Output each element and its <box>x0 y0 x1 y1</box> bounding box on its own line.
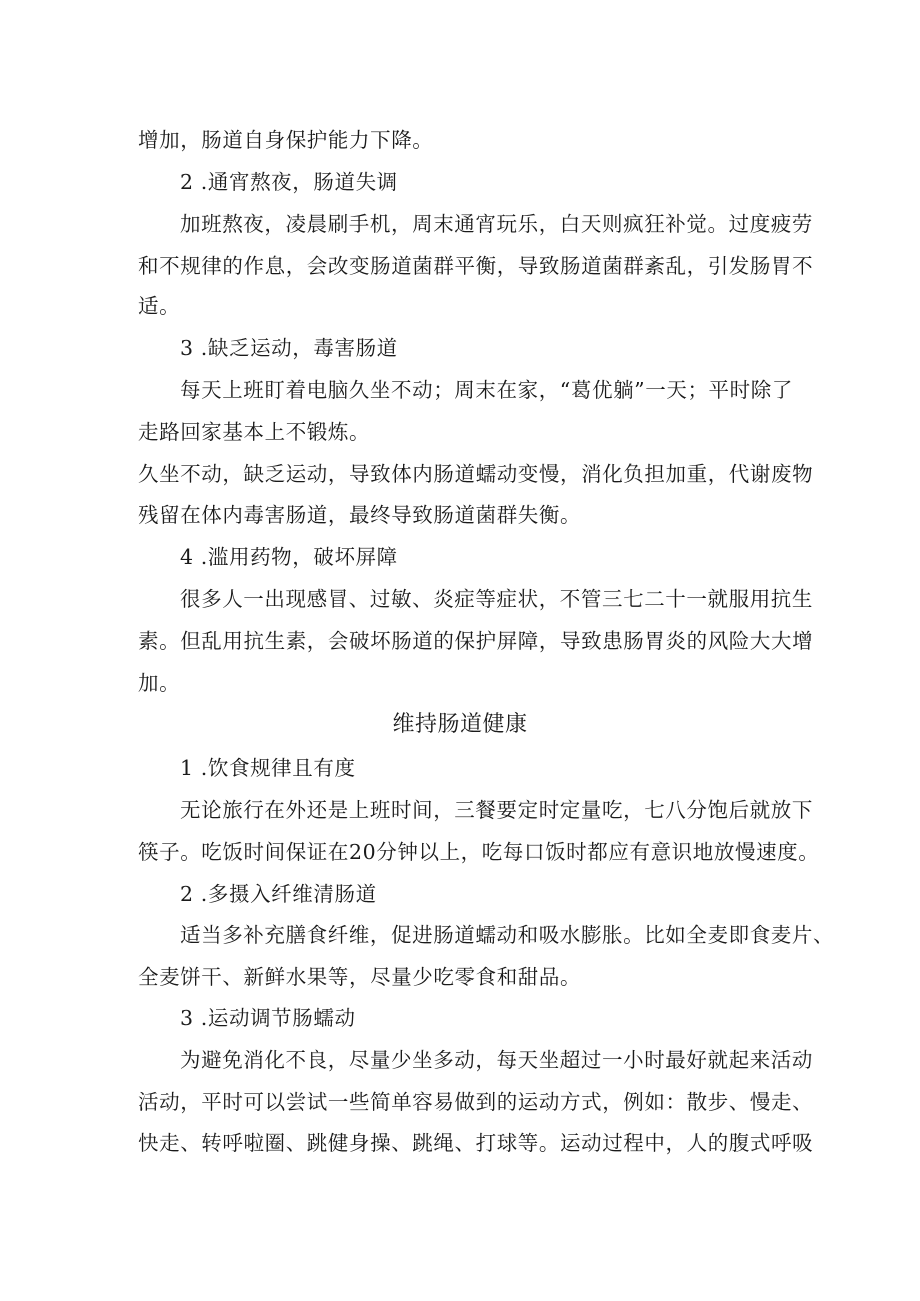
paragraph-line: 全麦饼干、新鲜水果等，尽量少吃零食和甜品。 <box>138 965 582 989</box>
paragraph-line: 活动，平时可以尝试一些简单容易做到的运动方式，例如：散步、慢走、 <box>138 1090 814 1114</box>
paragraph-line: 为避免消化不良，尽量少坐多动，每天坐超过一小时最好就起来活动 <box>180 1048 813 1072</box>
paragraph-line: 素。但乱用抗生素，会破坏肠道的保护屏障，导致患肠胃炎的风险大大增 <box>138 629 814 653</box>
paragraph-line: 无论旅行在外还是上班时间，三餐要定时定量吃，七八分饱后就放下 <box>180 798 813 822</box>
paragraph-line: 残留在体内毒害肠道，最终导致肠道菌群失衡。 <box>138 503 582 527</box>
paragraph-line: 快走、转呼啦圈、跳健身操、跳绳、打球等。运动过程中，人的腹式呼吸 <box>138 1131 814 1155</box>
paragraph-line: 久坐不动，缺乏运动，导致体内肠道蠕动变慢，消化负担加重，代谢废物 <box>138 462 814 486</box>
section-heading: 4 .滥用药物，破坏屏障 <box>180 545 398 569</box>
paragraph-line: 每天上班盯着电脑久坐不动；周末在家，“葛优躺”一天；平时除了 <box>180 378 793 402</box>
paragraph-line: 适。 <box>138 294 181 318</box>
section-heading: 2 .多摄入纤维清肠道 <box>180 882 377 906</box>
paragraph-line: 和不规律的作息，会改变肠道菌群平衡，导致肠道菌群紊乱，引发肠胃不 <box>138 254 814 278</box>
section-heading: 3 .运动调节肠蠕动 <box>180 1006 356 1030</box>
paragraph-line: 加。 <box>138 671 181 695</box>
section-heading: 1 .饮食规律且有度 <box>180 756 356 780</box>
section-heading: 3 .缺乏运动，毒害肠道 <box>180 336 398 360</box>
paragraph-line: 很多人一出现感冒、过敏、炎症等症状，不管三七二十一就服用抗生 <box>180 587 813 611</box>
page-title: 维持肠道健康 <box>392 712 528 737</box>
paragraph-line: 适当多补充膳食纤维，促进肠道蠕动和吸水膨胀。比如全麦即食麦片、 <box>180 923 835 947</box>
paragraph-line: 加班熬夜，凌晨刷手机，周末通宵玩乐，白天则疯狂补觉。过度疲劳 <box>180 212 813 236</box>
paragraph-line: 走路回家基本上不锻炼。 <box>138 420 371 444</box>
section-heading: 2 .通宵熬夜，肠道失调 <box>180 170 398 194</box>
paragraph-line: 筷子。吃饭时间保证在20分钟以上，吃每口饭时都应有意识地放慢速度。 <box>138 840 820 864</box>
paragraph-line: 增加，肠道自身保护能力下降。 <box>138 128 434 152</box>
